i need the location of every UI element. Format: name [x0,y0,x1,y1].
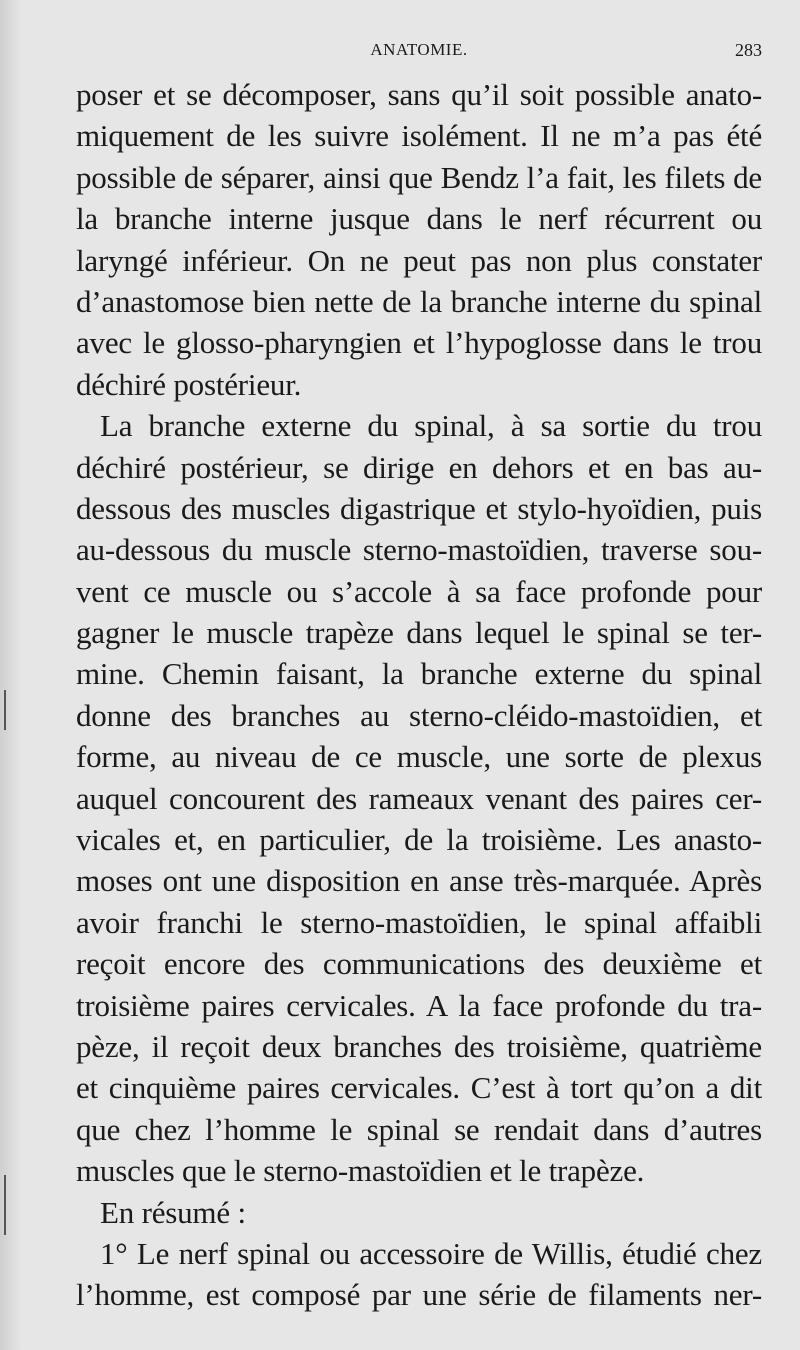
text-line: laryngé inférieur. On ne peut pas non plus constater [76,242,762,278]
gutter-shadow [0,0,22,1350]
text-line: et cinquième paires cervicales. C’est à tort qu’on a dit [76,1070,762,1106]
text-body [76,74,762,1316]
margin-mark [4,690,6,730]
text-line: au-dessous du muscle sterno-mastoïdien, traverse sou- [76,532,762,568]
text-line: déchiré postérieur. [76,366,302,402]
text-line: troisième paires cervicales. A la face profonde du tra- [76,987,762,1023]
text-line: 1° Le nerf spinal ou accessoire de Willis, étudié chez [100,1235,762,1271]
text-line: vicales et, en particulier, de la troisième. Les anasto- [76,822,762,858]
text-line: avec le glosso-pharyngien et l’hypoglosse dans le trou [76,325,762,361]
text-line: possible de séparer, ainsi que Bendz l’a fait, les filets de [76,159,762,195]
text-line: La branche externe du spinal, à sa sortie du trou [100,408,762,444]
text-line: avoir franchi le sterno-mastoïdien, le spinal affaibli [76,904,762,940]
text-line: auquel concourent des rameaux venant des paires cer- [76,780,762,816]
text-line: déchiré postérieur, se dirige en dehors et en bas au- [76,449,762,485]
text-line: forme, au niveau de ce muscle, une sorte de plexus [76,739,762,775]
running-title: ANATOMIE. [370,40,468,59]
text-line: pèze, il reçoit deux branches des troisième, quatrième [76,1028,762,1064]
text-line: d’anastomose bien nette de la branche interne du spinal [76,283,762,319]
text-line: gagner le muscle trapèze dans lequel le spinal se ter- [76,615,762,651]
text-line: l’homme, est composé par une série de filaments ner- [76,1277,762,1313]
running-head [76,36,762,66]
text-line: moses ont une disposition en anse très-marquée. Après [76,863,762,899]
text-line: donne des branches au sterno-cléido-mastoïdien, et [76,697,762,733]
text-line: reçoit encore des communications des deuxième et [76,946,762,982]
text-line: miquement de les suivre isolément. Il ne m’a pas été [76,118,762,154]
text-line: que chez l’homme le spinal se rendait dans d’autres [76,1111,762,1147]
margin-mark [4,1175,6,1235]
text-line: dessous des muscles digastrique et stylo-hyoïdien, puis [76,490,762,526]
text-line: poser et se décomposer, sans qu’il soit possible anato- [76,77,762,112]
text-line: vent ce muscle ou s’accole à sa face profonde pour [76,573,762,609]
text-line: muscles que le sterno-mastoïdien et le trapèze. [76,1153,645,1189]
text-line: la branche interne jusque dans le nerf récurrent ou [76,201,762,237]
text-line: En résumé : [100,1194,246,1230]
text-line: mine. Chemin faisant, la branche externe du spinal [76,656,762,692]
page-number: 283 [735,40,762,60]
